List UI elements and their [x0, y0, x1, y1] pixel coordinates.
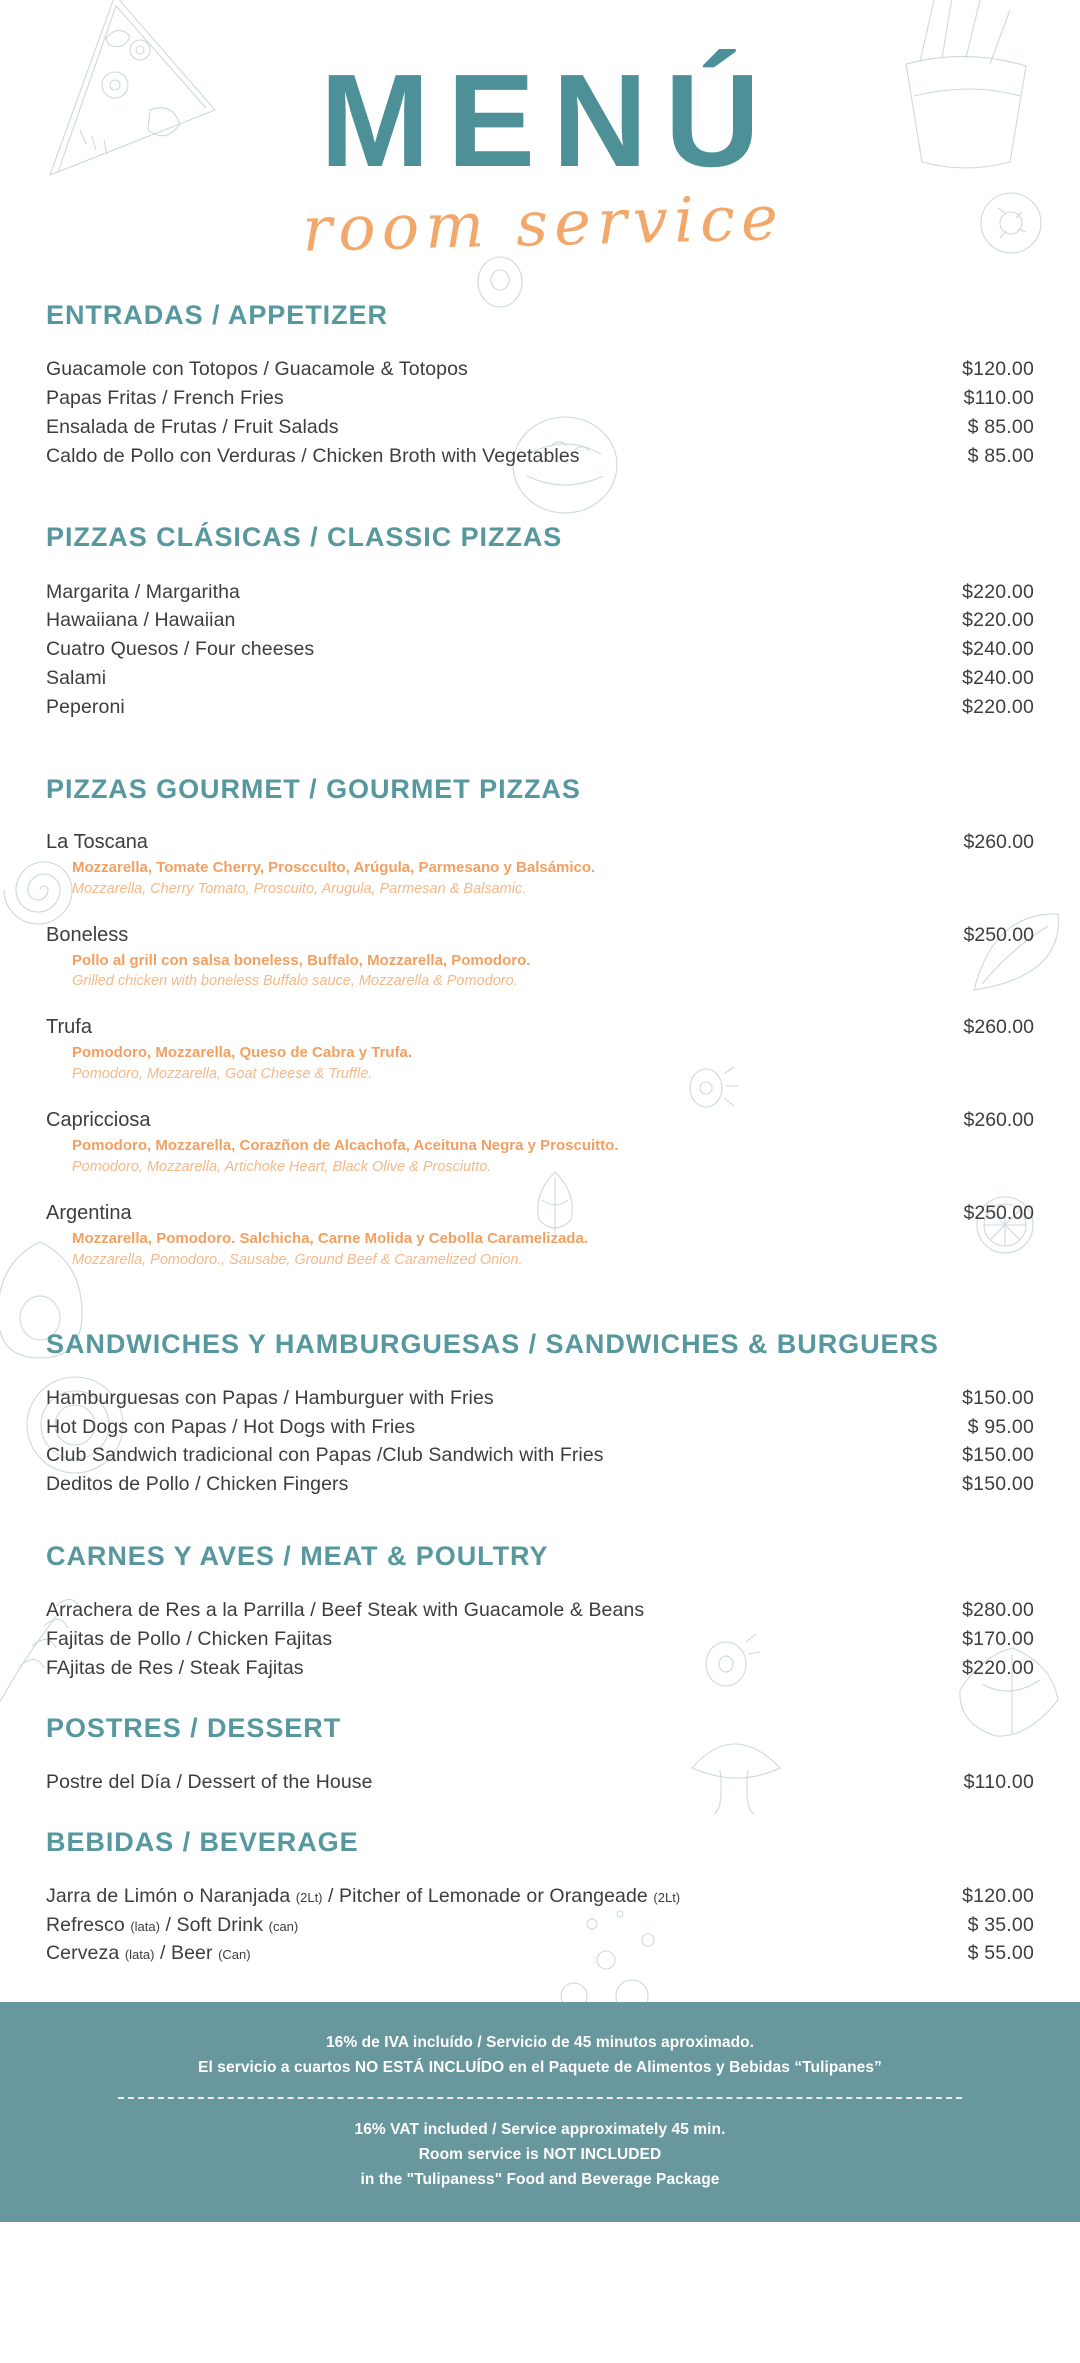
section-title-pizzas-gourmet: PIZZAS GOURMET / GOURMET PIZZAS [46, 773, 581, 804]
item-list-carnes [46, 1596, 1034, 1683]
masthead [0, 0, 1080, 300]
menu-item-name: Cuatro Quesos / Four cheeses [46, 638, 315, 661]
menu-item-name [46, 1882, 680, 1911]
menu-item-description-en: Pomodoro, Mozzarella, Artichoke Heart, Black Olive & Prosciutto. [72, 1158, 492, 1175]
menu-item-price: $110.00 [963, 1770, 1034, 1793]
menu-item-name-note: (can) [268, 1918, 299, 1934]
menu-item-name-note: (Can) [218, 1947, 251, 1963]
section-title-sandwiches: SANDWICHES Y HAMBURGUESAS / SANDWICHES & BURGUERS [46, 1328, 939, 1359]
menu-item [46, 1654, 1034, 1683]
menu-item-price: $260.00 [963, 1109, 1034, 1132]
section-title-bebidas: BEBIDAS / BEVERAGE [46, 1826, 359, 1857]
menu-item-price: $ 95.00 [967, 1415, 1034, 1438]
menu-item-name: La Toscana [46, 830, 148, 853]
menu-item [46, 384, 1034, 413]
section-spacer [46, 1505, 1034, 1541]
menu-item-price: $260.00 [963, 830, 1034, 853]
menu-section-bebidas [46, 1827, 1034, 1969]
menu-item-description-es: Pollo al grill con salsa boneless, Buffalo, Mozzarella, Pomodoro. [72, 951, 531, 969]
section-spacer [46, 476, 1034, 522]
menu-item-name: Hawaiiana / Hawaiian [46, 609, 236, 632]
menu-item [46, 829, 1034, 900]
menu-item-text [46, 1200, 926, 1271]
menu-item-description-en: Pomodoro, Mozzarella, Goat Cheese & Truffle. [72, 1066, 373, 1083]
menu-item-name: FAjitas de Res / Steak Fajitas [46, 1656, 304, 1679]
menu-item-text [46, 829, 926, 900]
page-subtitle: room service [301, 181, 785, 266]
menu-item-description-en: Mozzarella, Pomodoro., Sausabe, Ground Beef & Caramelized Onion. [72, 1251, 523, 1268]
menu-sections [46, 300, 1034, 1968]
menu-item-text [46, 1014, 926, 1085]
menu-item [46, 1384, 1034, 1413]
item-list-entradas [46, 355, 1034, 470]
menu-item-name: Papas Fritas / French Fries [46, 386, 284, 409]
menu-item [46, 1939, 1034, 1968]
menu-footer [0, 2002, 1080, 2222]
menu-item-name: Postre del Día / Dessert of the House [46, 1770, 373, 1793]
menu-item-price: $120.00 [962, 1884, 1034, 1907]
menu-item-price: $150.00 [962, 1386, 1034, 1409]
menu-item-price: $170.00 [962, 1628, 1034, 1651]
menu-item-price: $220.00 [962, 1656, 1034, 1679]
menu-item-price: $150.00 [962, 1473, 1034, 1496]
menu-item-text [46, 1107, 926, 1178]
menu-item-price: $220.00 [962, 695, 1034, 718]
menu-item-name: Caldo de Pollo con Verduras / Chicken Broth with Vegetables [46, 444, 580, 467]
menu-item [46, 578, 1034, 607]
menu-item-description-en: Grilled chicken with boneless Buffalo sauce, Mozzarella & Pomodoro. [72, 973, 518, 990]
menu-item-description-es: Pomodoro, Mozzarella, Queso de Cabra y Trufa. [72, 1044, 413, 1062]
menu-item-price: $250.00 [963, 1201, 1034, 1224]
menu-item-text [46, 922, 926, 993]
menu-item-price: $250.00 [963, 923, 1034, 946]
menu-item-name: Guacamole con Totopos / Guacamole & Totopos [46, 358, 468, 381]
section-title-entradas: ENTRADAS / APPETIZER [46, 300, 388, 330]
menu-item-price: $240.00 [962, 638, 1034, 661]
menu-item [46, 1200, 1034, 1271]
menu-item-name-part: Refresco [46, 1913, 131, 1936]
menu-item-name: Capricciosa [46, 1109, 151, 1132]
item-list-bebidas [46, 1882, 1034, 1969]
menu-item-name: Boneless [46, 923, 129, 946]
menu-item-name-note: (lata) [124, 1947, 155, 1963]
menu-item-name-note: (2Lt) [295, 1889, 323, 1905]
menu-item-price: $120.00 [962, 358, 1034, 381]
menu-item-price: $280.00 [962, 1599, 1034, 1622]
menu-section-pizzas-clasicas [46, 522, 1034, 721]
menu-item-price: $220.00 [962, 580, 1034, 603]
menu-item-name-part: / Pitcher of Lemonade or Orangeade [322, 1884, 654, 1907]
page-title: MENÚ [319, 47, 778, 194]
menu-item-name: Salami [46, 667, 107, 690]
menu-item-name-part: Jarra de Limón o Naranjada [46, 1884, 296, 1907]
menu-item-name: Hot Dogs con Papas / Hot Dogs with Fries [46, 1415, 416, 1438]
menu-item [46, 1882, 1034, 1911]
menu-item-price: $ 85.00 [967, 444, 1034, 467]
section-spacer [46, 728, 1034, 774]
menu-item-name [46, 1939, 251, 1968]
menu-section-carnes [46, 1541, 1034, 1683]
menu-item-name: Club Sandwich tradicional con Papas /Club Sandwich with Fries [46, 1444, 604, 1467]
menu-section-pizzas-gourmet [46, 774, 1034, 1271]
item-list-sandwiches [46, 1384, 1034, 1499]
footer-divider [118, 2097, 962, 2099]
menu-item-name: Deditos de Pollo / Chicken Fingers [46, 1473, 349, 1496]
section-spacer [46, 1689, 1034, 1713]
menu-item [46, 1107, 1034, 1178]
menu-item [46, 1911, 1034, 1940]
menu-item-name: Fajitas de Pollo / Chicken Fajitas [46, 1628, 333, 1651]
menu-item [46, 922, 1034, 993]
menu-item-name: Hamburguesas con Papas / Hamburguer with Fries [46, 1386, 494, 1409]
menu-item-price: $240.00 [962, 667, 1034, 690]
menu-item [46, 413, 1034, 442]
item-list-pizzas-gourmet [46, 829, 1034, 1271]
menu-item-price: $ 55.00 [967, 1942, 1034, 1965]
section-spacer [46, 1803, 1034, 1827]
menu-item [46, 1625, 1034, 1654]
menu-item [46, 355, 1034, 384]
menu-item-name-part: / Soft Drink [159, 1913, 269, 1936]
footer-en-line-2: Room service is NOT INCLUDED [418, 2145, 662, 2163]
menu-item-name-part: Cerveza [46, 1942, 125, 1965]
footer-en-line-3: in the "Tulipaness" Food and Beverage Package [360, 2170, 720, 2188]
menu-item [46, 1441, 1034, 1470]
menu-section-entradas [46, 300, 1034, 470]
menu-item [46, 442, 1034, 471]
menu-item [46, 1014, 1034, 1085]
section-spacer [46, 1293, 1034, 1329]
menu-item [46, 1768, 1034, 1797]
menu-item [46, 664, 1034, 693]
menu-item [46, 693, 1034, 722]
menu-item-name: Ensalada de Frutas / Fruit Salads [46, 415, 339, 438]
item-list-postres [46, 1768, 1034, 1797]
menu-item [46, 1596, 1034, 1625]
item-list-pizzas-clasicas [46, 578, 1034, 722]
section-title-pizzas-clasicas: PIZZAS CLÁSICAS / CLASSIC PIZZAS [46, 522, 563, 553]
menu-item-price: $ 85.00 [967, 415, 1034, 438]
section-title-postres: POSTRES / DESSERT [46, 1712, 342, 1743]
menu-item-description-es: Mozzarella, Tomate Cherry, Proscculto, Arúgula, Parmesano y Balsámico. [72, 858, 596, 876]
menu-item-name-note: (lata) [130, 1918, 160, 1934]
menu-item-name: Trufa [46, 1016, 92, 1039]
menu-section-postres [46, 1713, 1034, 1797]
footer-es-line-1: 16% de IVA incluído / Servicio de 45 minutos aproximado. [325, 2034, 755, 2052]
menu-item-name: Arrachera de Res a la Parrilla / Beef Steak with Guacamole & Beans [46, 1599, 645, 1622]
menu-item-description-es: Pomodoro, Mozzarella, Corazñon de Alcachofa, Aceituna Negra y Proscuitto. [72, 1137, 619, 1155]
menu-item [46, 1413, 1034, 1442]
menu-item-price: $110.00 [963, 386, 1034, 409]
menu-item-name-part: / Beer [154, 1942, 219, 1965]
menu-content [0, 300, 1080, 1968]
menu-item-price: $260.00 [963, 1016, 1034, 1039]
menu-item [46, 635, 1034, 664]
footer-es-line-2: El servicio a cuartos NO ESTÁ INCLUÍDO en el Paquete de Alimentos y Bebidas “Tulipanes” [198, 2059, 882, 2077]
menu-item-name-note: (2Lt) [653, 1889, 681, 1905]
menu-item [46, 606, 1034, 635]
menu-item-name: Peperoni [46, 695, 125, 718]
menu-item-name: Argentina [46, 1201, 132, 1224]
menu-item-name [46, 1911, 298, 1940]
menu-item-price: $ 35.00 [967, 1913, 1034, 1936]
menu-item-description-es: Mozzarella, Pomodoro. Salchicha, Carne Molida y Cebolla Caramelizada. [72, 1229, 588, 1247]
footer-en-line-1: 16% VAT included / Service approximately 45 min. [354, 2120, 726, 2138]
menu-item-name: Margarita / Margaritha [46, 580, 240, 603]
menu-item-price: $150.00 [962, 1444, 1034, 1467]
menu-section-sandwiches [46, 1329, 1034, 1499]
menu-item-description-en: Mozzarella, Cherry Tomato, Proscuito, Arugula, Parmesan & Balsamic. [72, 880, 527, 897]
menu-item-price: $220.00 [962, 609, 1034, 632]
menu-item [46, 1470, 1034, 1499]
section-title-carnes: CARNES Y AVES / MEAT & POULTRY [46, 1541, 549, 1572]
